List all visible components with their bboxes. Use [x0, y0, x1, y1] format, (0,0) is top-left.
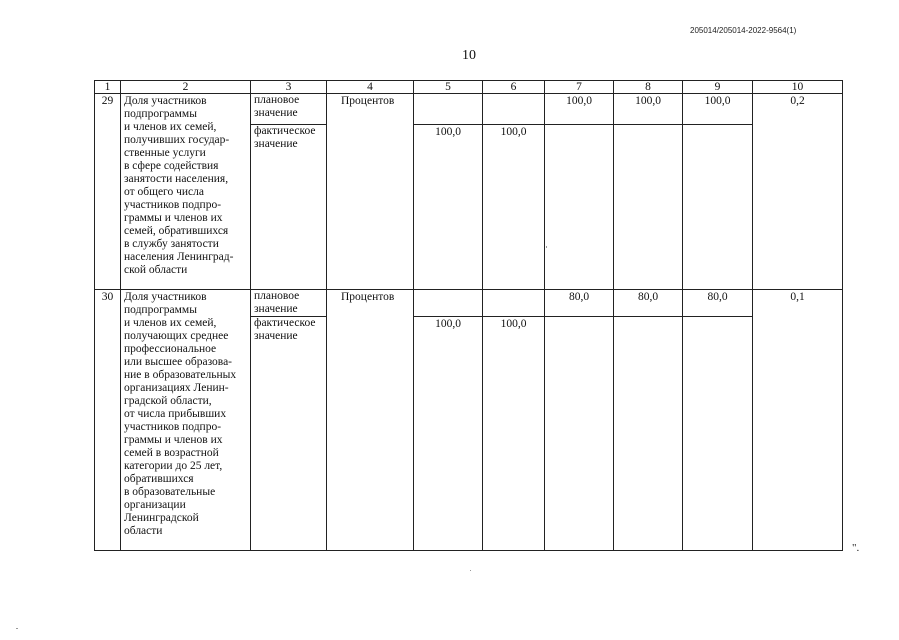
unit-cell: Процентов — [327, 94, 414, 290]
plan-value-col5 — [414, 290, 483, 317]
empty-cell — [545, 317, 614, 551]
scan-speck — [546, 246, 547, 248]
closing-quote-mark: ". — [852, 542, 860, 554]
column-header: 4 — [327, 81, 414, 94]
fact-value-label: фактическое значение — [251, 317, 327, 551]
unit-cell: Процентов — [327, 290, 414, 551]
fact-value-col5: 100,0 — [414, 317, 483, 551]
plan-value-label: плановое значение — [251, 290, 327, 317]
plan-value-col6 — [483, 94, 545, 125]
fact-value-col5: 100,0 — [414, 125, 483, 290]
column-header: 7 — [545, 81, 614, 94]
scan-speck — [16, 628, 18, 629]
column-header: 3 — [251, 81, 327, 94]
empty-cell — [614, 125, 683, 290]
indicator-table — [94, 80, 843, 551]
weight-value: 0,1 — [753, 290, 843, 551]
column-header: 10 — [753, 81, 843, 94]
document-id: 205014/205014-2022-9564(1) — [690, 26, 797, 35]
plan-value-col8: 80,0 — [614, 290, 683, 317]
weight-value: 0,2 — [753, 94, 843, 290]
column-header: 8 — [614, 81, 683, 94]
plan-value-col9: 100,0 — [683, 94, 753, 125]
plan-value-col6 — [483, 290, 545, 317]
row-number: 30 — [95, 290, 121, 551]
column-header: 2 — [121, 81, 251, 94]
plan-value-col7: 100,0 — [545, 94, 614, 125]
table-row — [95, 290, 843, 317]
empty-cell — [683, 125, 753, 290]
table-row — [95, 94, 843, 125]
column-header: 5 — [414, 81, 483, 94]
plan-value-col7: 80,0 — [545, 290, 614, 317]
fact-value-col6: 100,0 — [483, 125, 545, 290]
empty-cell — [545, 125, 614, 290]
plan-value-label: плановое значение — [251, 94, 327, 125]
fact-value-col6: 100,0 — [483, 317, 545, 551]
indicator-description: Доля участников подпрограммы и членов их семей, получивших государ- ственные услуги в сфере содействия занятости населения, от общего числа участников подпро- граммы и членов их семей, обратившихся в службу занятости населения Ленинград- ской области — [121, 94, 251, 290]
fact-value-label: фактическое значение — [251, 125, 327, 290]
indicator-description: Доля участников подпрограммы и членов их семей, получающих среднее профессиональное или высшее образова- ние в образовательных организациях Ленин- градской области, от числа прибывших участников подпро- граммы и членов их семей в возрастной категории до 25 лет, обратившихся в образовательные организации Ленинградской области — [121, 290, 251, 551]
plan-value-col9: 80,0 — [683, 290, 753, 317]
plan-value-col5 — [414, 94, 483, 125]
scan-speck — [470, 570, 471, 571]
column-header: 9 — [683, 81, 753, 94]
column-header: 1 — [95, 81, 121, 94]
column-header: 6 — [483, 81, 545, 94]
empty-cell — [683, 317, 753, 551]
row-number: 29 — [95, 94, 121, 290]
plan-value-col8: 100,0 — [614, 94, 683, 125]
header-row — [95, 81, 843, 94]
empty-cell — [614, 317, 683, 551]
page-number: 10 — [462, 48, 476, 63]
